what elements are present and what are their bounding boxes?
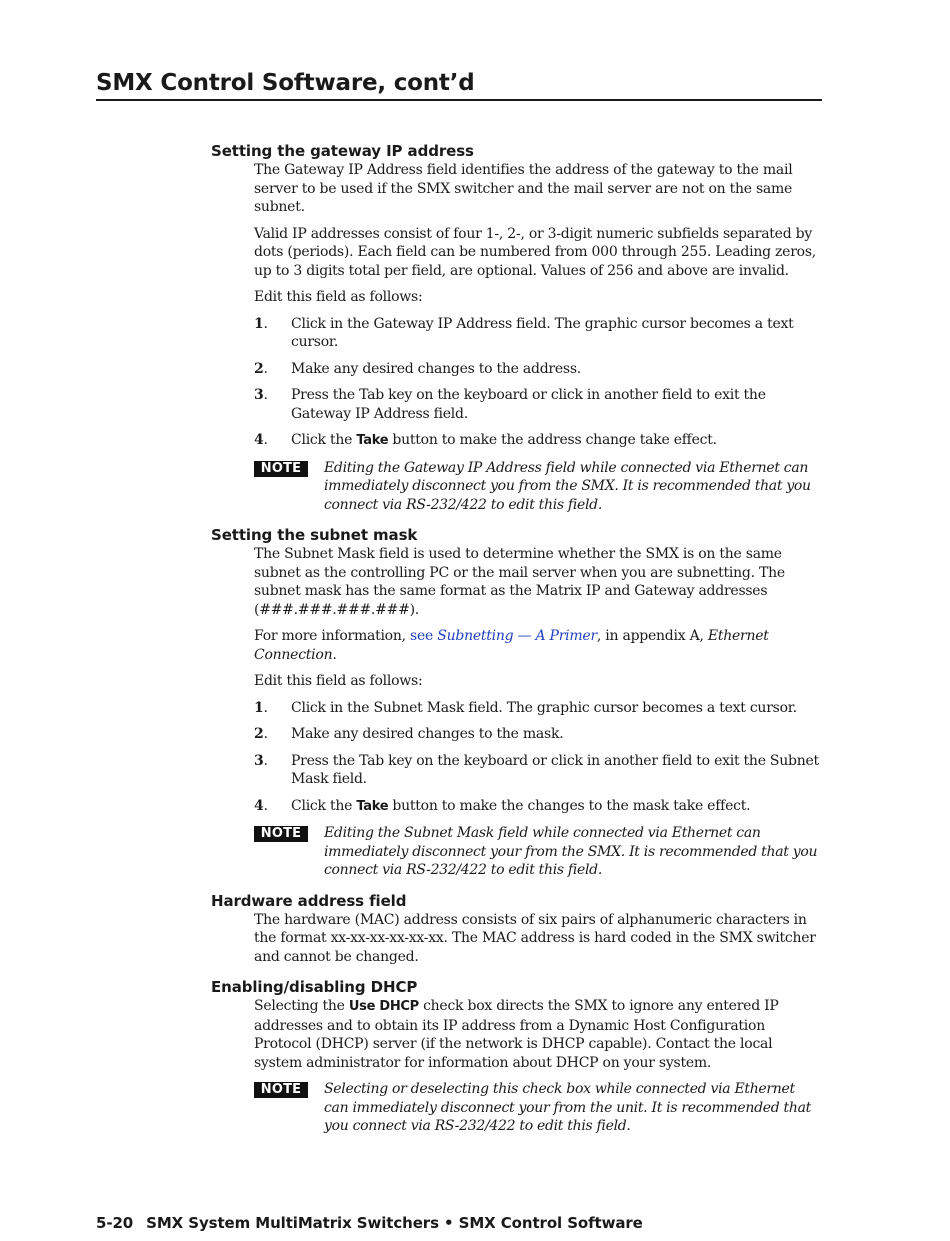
paragraph: The Gateway IP Address field identifies the address of the gateway to the mail server to be used if the SMX switcher and the mail server are not on the same subnet. [254, 162, 793, 215]
section-body [254, 911, 823, 967]
paragraph: Edit this field as follows: [254, 289, 423, 305]
paragraph: Edit this field as follows: [254, 673, 423, 689]
paragraph: For more information, see Subnetting — A Primer, in appendix A, Ethernet Connection. [254, 628, 769, 663]
section-hardware-address [211, 891, 823, 967]
note [254, 459, 823, 515]
list-item [254, 315, 823, 352]
step-number: 1. [254, 315, 268, 332]
section-heading: Enabling/disabling DHCP [211, 978, 418, 996]
section-heading: Setting the gateway IP address [211, 142, 474, 160]
paragraph: Selecting the Use DHCP check box directs the SMX to ignore any entered IP addresses and to obtain its IP address from a Dynamic Host Configuration Protocol (DHCP) server (if the network is DHCP capable). Contact the local system administrator for information about DHCP on your system. [254, 998, 779, 1071]
list-item [254, 431, 823, 451]
section-body [254, 545, 823, 880]
section-subnet [211, 525, 823, 880]
paragraph: The hardware (MAC) address consists of six pairs of alphanumeric characters in the format xx-xx-xx-xx-xx-xx. The MAC address is hard coded in the SMX switcher and cannot be changed. [254, 911, 816, 965]
take-button-label: Take [356, 433, 389, 448]
step-text: Press the Tab key on the keyboard or click in another field to exit the Gateway IP Address field. [291, 387, 766, 422]
step-number: 2. [254, 360, 268, 377]
steps-list [254, 699, 823, 817]
note-badge: NOTE [254, 461, 308, 477]
list-item [254, 752, 823, 789]
paragraph: Valid IP addresses consist of four 1-, 2-, or 3-digit numeric subfields separated by dots (periods). Each field can be numbered from 000 through 255. Leading zeros, up to 3 digits total per field, are optional. Values of 256 and above are invalid. [254, 225, 816, 279]
page-footer [96, 1213, 643, 1233]
step-text: Click in the Subnet Mask field. The graphic cursor becomes a text cursor. [291, 699, 797, 716]
note-badge: NOTE [254, 1082, 308, 1098]
list-item [254, 386, 823, 423]
step-text: Make any desired changes to the address. [291, 360, 581, 377]
step-number: 4. [254, 797, 268, 814]
step-text: Make any desired changes to the mask. [291, 726, 564, 742]
note-text: Editing the Gateway IP Address field while connected via Ethernet can immediately disconnect you from the SMX. It is recommended that you connect via RS-232/422 to edit this field. [324, 459, 811, 513]
section-gateway [211, 141, 823, 514]
note-text: Selecting or deselecting this check box while connected via Ethernet can immediately disconnect your from the unit. It is recommended that you connect via RS-232/422 to edit this field. [324, 1081, 811, 1134]
step-number: 4. [254, 432, 268, 448]
note [254, 1080, 823, 1136]
list-item [254, 360, 823, 379]
note-text: Editing the Subnet Mask field while connected via Ethernet can immediately disconnect your from the SMX. It is recommended that you connect via RS-232/422 to edit this field. [324, 825, 818, 878]
list-item [254, 725, 823, 744]
step-text: Click in the Gateway IP Address field. The graphic cursor becomes a text cursor. [291, 315, 794, 350]
section-dhcp [211, 977, 823, 1136]
section-body [254, 997, 823, 1136]
take-button-label: Take [356, 798, 389, 814]
list-item [254, 797, 823, 817]
step-number: 3. [254, 752, 268, 769]
page-title: SMX Control Software, cont’d [96, 68, 822, 101]
subnetting-primer-link[interactable]: see Subnetting — A Primer [410, 628, 597, 644]
page-content [211, 141, 823, 1147]
step-number: 1. [254, 699, 268, 716]
note-badge: NOTE [254, 826, 308, 842]
section-heading: Hardware address field [211, 891, 407, 910]
paragraph: The Subnet Mask field is used to determine whether the SMX is on the same subnet as the controlling PC or the mail server when you are subnetting. The subnet mask has the same format as the Matrix IP and Gateway addresses (###.###.###.###). [254, 546, 785, 618]
steps-list [254, 315, 823, 451]
list-item [254, 699, 823, 718]
step-text: Click the Take button to make the changes to the mask take effect. [291, 797, 751, 814]
step-number: 2. [254, 726, 268, 742]
step-number: 3. [254, 387, 268, 403]
step-text: Click the Take button to make the address change take effect. [291, 432, 717, 448]
section-heading: Setting the subnet mask [211, 526, 418, 544]
page-number: 5-20 [96, 1214, 134, 1232]
footer-text: SMX System MultiMatrix Switchers • SMX Control Software [146, 1214, 643, 1232]
note [254, 824, 823, 880]
use-dhcp-label: Use DHCP [348, 999, 419, 1014]
section-body [254, 161, 823, 514]
step-text: Press the Tab key on the keyboard or click in another field to exit the Subnet Mask field. [291, 752, 819, 787]
